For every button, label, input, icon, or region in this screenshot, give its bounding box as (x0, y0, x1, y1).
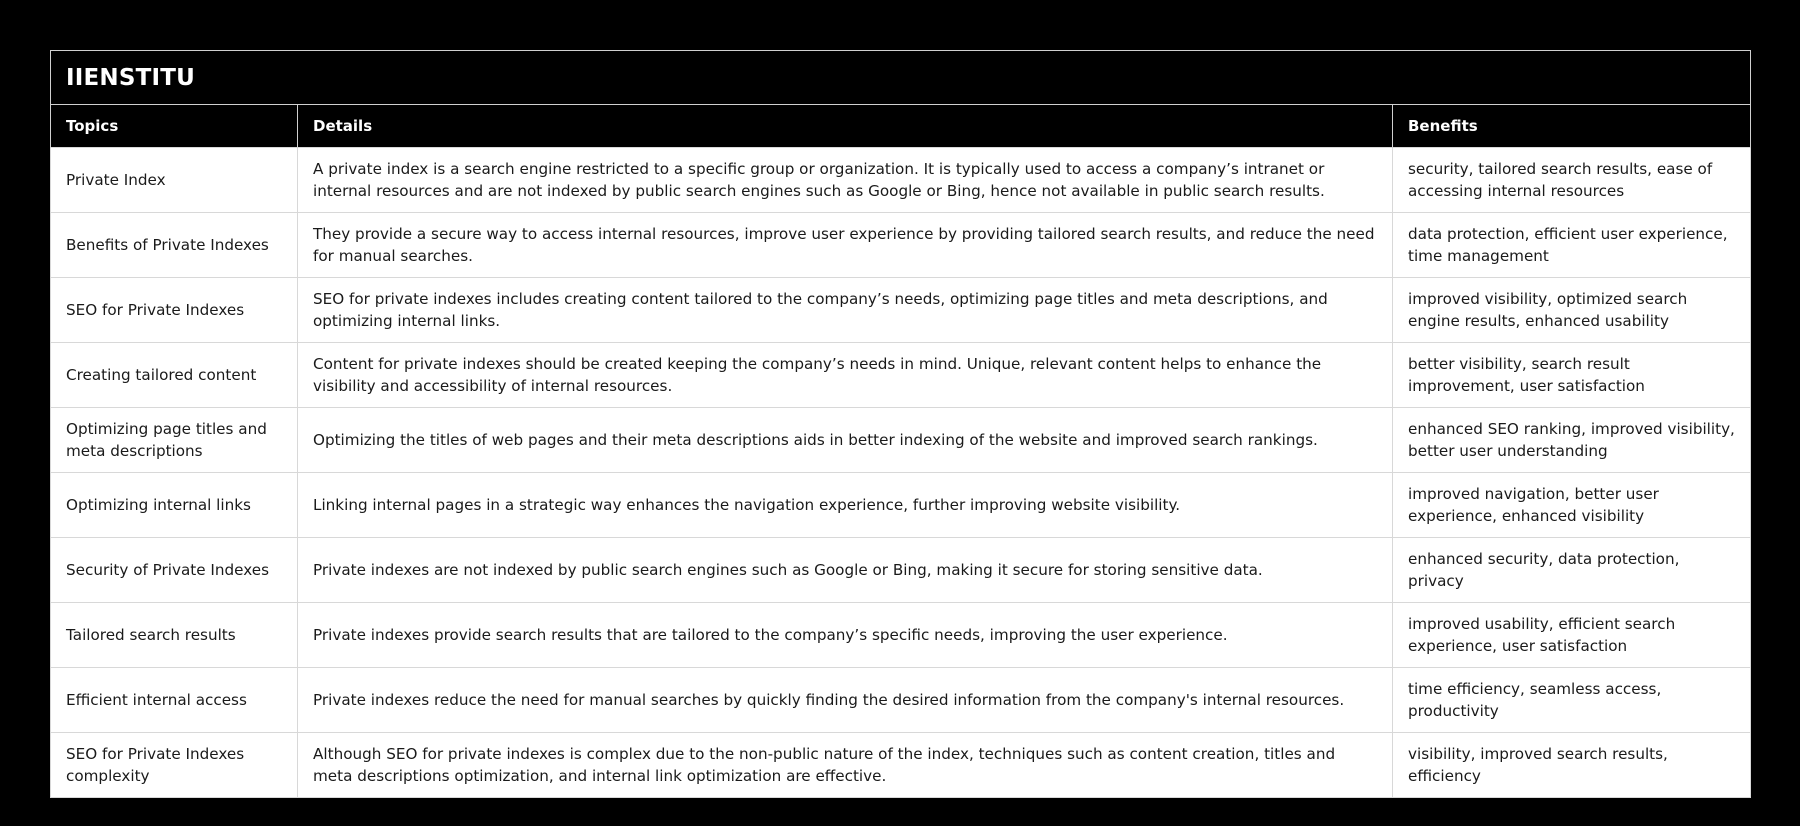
cell-details: Private indexes reduce the need for manual searches by quickly finding the desired information from the company's internal resources. (298, 668, 1393, 733)
cell-topic: Optimizing page titles and meta descriptions (51, 408, 298, 473)
column-header-benefits: Benefits (1393, 105, 1751, 148)
cell-details: Linking internal pages in a strategic way enhances the navigation experience, further improving website visibility. (298, 473, 1393, 538)
table-row (51, 733, 1751, 798)
table-row (51, 148, 1751, 213)
cell-topic: Creating tailored content (51, 343, 298, 408)
table-row (51, 408, 1751, 473)
cell-benefits: improved usability, efficient search experience, user satisfaction (1393, 603, 1751, 668)
cell-details: Private indexes provide search results that are tailored to the company’s specific needs, improving the user experience. (298, 603, 1393, 668)
cell-details: Optimizing the titles of web pages and their meta descriptions aids in better indexing of the website and improved search rankings. (298, 408, 1393, 473)
cell-benefits: better visibility, search result improvement, user satisfaction (1393, 343, 1751, 408)
info-table (50, 50, 1751, 798)
cell-benefits: visibility, improved search results, efficiency (1393, 733, 1751, 798)
table-row (51, 278, 1751, 343)
cell-topic: Security of Private Indexes (51, 538, 298, 603)
cell-benefits: improved navigation, better user experience, enhanced visibility (1393, 473, 1751, 538)
header-row (51, 105, 1751, 148)
cell-topic: Private Index (51, 148, 298, 213)
cell-details: Private indexes are not indexed by public search engines such as Google or Bing, making it secure for storing sensitive data. (298, 538, 1393, 603)
cell-benefits: enhanced SEO ranking, improved visibility, better user understanding (1393, 408, 1751, 473)
table-row (51, 603, 1751, 668)
table-row (51, 213, 1751, 278)
cell-topic: Optimizing internal links (51, 473, 298, 538)
cell-details: Although SEO for private indexes is complex due to the non-public nature of the index, techniques such as content creation, titles and meta descriptions optimization, and internal link optimization are effective. (298, 733, 1393, 798)
cell-details: A private index is a search engine restricted to a specific group or organization. It is typically used to access a company’s intranet or internal resources and are not indexed by public search engines such as Google or Bing, hence not available in public search results. (298, 148, 1393, 213)
cell-benefits: security, tailored search results, ease of accessing internal resources (1393, 148, 1751, 213)
cell-details: They provide a secure way to access internal resources, improve user experience by providing tailored search results, and reduce the need for manual searches. (298, 213, 1393, 278)
cell-benefits: enhanced security, data protection, privacy (1393, 538, 1751, 603)
table-row (51, 473, 1751, 538)
cell-topic: Efficient internal access (51, 668, 298, 733)
table-row (51, 538, 1751, 603)
cell-topic: Tailored search results (51, 603, 298, 668)
cell-benefits: data protection, efficient user experience, time management (1393, 213, 1751, 278)
table-title: IIENSTITU (51, 51, 1751, 105)
column-header-topics: Topics (51, 105, 298, 148)
table-container (50, 50, 1750, 798)
table-row (51, 668, 1751, 733)
title-row (51, 51, 1751, 105)
cell-topic: Benefits of Private Indexes (51, 213, 298, 278)
column-header-details: Details (298, 105, 1393, 148)
cell-details: Content for private indexes should be created keeping the company’s needs in mind. Unique, relevant content helps to enhance the visibility and accessibility of internal resources. (298, 343, 1393, 408)
cell-benefits: time efficiency, seamless access, productivity (1393, 668, 1751, 733)
cell-benefits: improved visibility, optimized search engine results, enhanced usability (1393, 278, 1751, 343)
cell-details: SEO for private indexes includes creating content tailored to the company’s needs, optimizing page titles and meta descriptions, and optimizing internal links. (298, 278, 1393, 343)
cell-topic: SEO for Private Indexes (51, 278, 298, 343)
cell-topic: SEO for Private Indexes complexity (51, 733, 298, 798)
table-row (51, 343, 1751, 408)
